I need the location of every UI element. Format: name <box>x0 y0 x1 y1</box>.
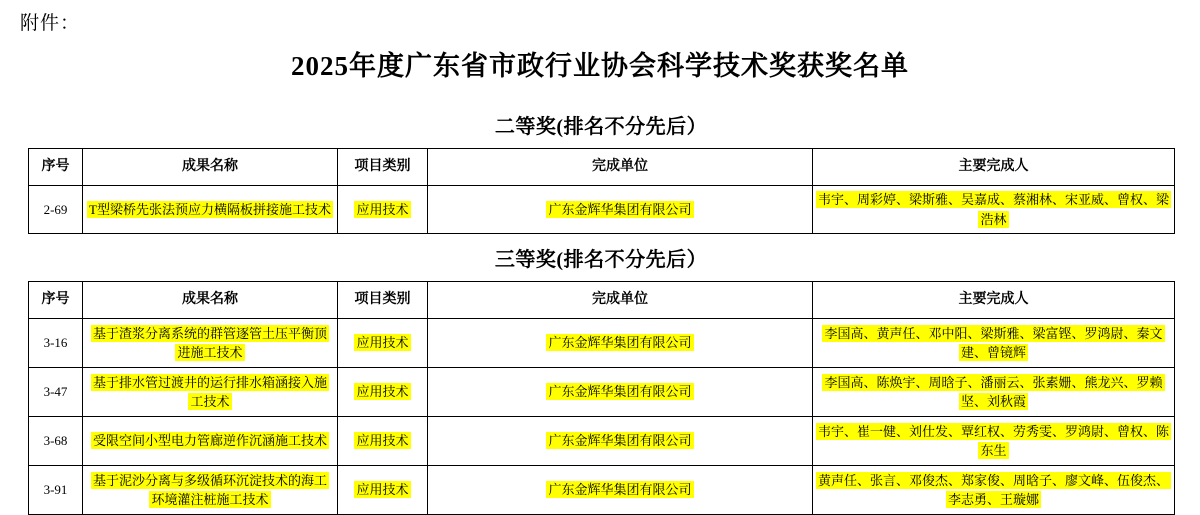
highlighted-text: 基于泥沙分离与多级循环沉淀技术的海工环境灌注桩施工技术 <box>92 472 327 507</box>
highlighted-text: 应用技术 <box>356 433 409 449</box>
cell-unit <box>428 417 813 466</box>
table-header-row <box>29 149 1175 186</box>
column-header-no: 序号 <box>29 149 83 186</box>
column-header-name: 成果名称 <box>83 149 338 186</box>
highlighted-text: 李国高、陈焕宇、周晗子、潘丽云、张素姗、熊龙兴、罗赖坚、刘秋霞 <box>824 374 1163 409</box>
cell-type <box>338 417 428 466</box>
cell-no: 3-16 <box>29 319 83 368</box>
section-heading: 二等奖(排名不分先后） <box>494 116 708 138</box>
table-row <box>29 319 1175 368</box>
column-header-unit: 完成单位 <box>428 149 813 186</box>
highlighted-text: 李国高、黄声任、邓中阳、梁斯雅、梁富铿、罗鸿尉、秦文建、曾镜辉 <box>824 325 1163 360</box>
column-header-type: 项目类别 <box>338 149 428 186</box>
table-row <box>29 368 1175 417</box>
column-header-no: 序号 <box>29 282 83 319</box>
highlighted-text: 受限空间小型电力管廊逆作沉涵施工技术 <box>92 433 327 449</box>
table-row <box>29 417 1175 466</box>
column-header-people: 主要完成人 <box>813 282 1175 319</box>
cell-no: 3-47 <box>29 368 83 417</box>
cell-type <box>338 368 428 417</box>
cell-name <box>83 417 338 466</box>
highlighted-text: 黄声任、张言、邓俊杰、郑家俊、周晗子、廖文峰、伍俊杰、李志勇、王璇娜 <box>818 472 1170 507</box>
cell-unit <box>428 319 813 368</box>
column-header-type: 项目类别 <box>338 282 428 319</box>
highlighted-text: 韦宇、崔一健、刘仕发、覃红权、劳秀雯、罗鸿尉、曾权、陈东生 <box>818 423 1170 458</box>
table-header-row <box>29 282 1175 319</box>
award-table-second-prize <box>28 148 1175 234</box>
award-table-third-prize <box>28 281 1175 515</box>
cell-people <box>813 186 1175 234</box>
highlighted-text: 广东金辉华集团有限公司 <box>548 482 692 498</box>
column-header-people: 主要完成人 <box>813 149 1175 186</box>
cell-unit <box>428 186 813 234</box>
highlighted-text: 应用技术 <box>356 482 409 498</box>
attachment-label: 附件： <box>20 13 81 34</box>
cell-people <box>813 417 1175 466</box>
section-heading: 三等奖(排名不分先后） <box>494 249 708 271</box>
highlighted-text: T型梁桥先张法预应力横隔板拼接施工技术 <box>89 201 331 217</box>
highlighted-text: 应用技术 <box>356 201 409 217</box>
cell-name <box>83 186 338 234</box>
section-second-prize <box>28 110 1174 234</box>
cell-people <box>813 466 1175 515</box>
column-header-unit: 完成单位 <box>428 282 813 319</box>
cell-people <box>813 319 1175 368</box>
cell-no: 2-69 <box>29 186 83 234</box>
cell-type <box>338 186 428 234</box>
highlighted-text: 广东金辉华集团有限公司 <box>548 384 692 400</box>
cell-name <box>83 466 338 515</box>
highlighted-text: 广东金辉华集团有限公司 <box>548 201 692 217</box>
page-title: 2025年度广东省市政行业协会科学技术奖获奖名单 <box>291 51 909 81</box>
highlighted-text: 应用技术 <box>356 335 409 351</box>
column-header-name: 成果名称 <box>83 282 338 319</box>
highlighted-text: 基于渣浆分离系统的群管逐管土压平衡顶进施工技术 <box>92 325 327 360</box>
highlighted-text: 应用技术 <box>356 384 409 400</box>
cell-no: 3-91 <box>29 466 83 515</box>
section-third-prize <box>28 243 1174 515</box>
cell-name <box>83 319 338 368</box>
cell-people <box>813 368 1175 417</box>
highlighted-text: 韦宇、周彩婷、梁斯雅、吴嘉成、蔡湘林、宋亚威、曾权、梁浩林 <box>818 192 1170 227</box>
cell-unit <box>428 368 813 417</box>
highlighted-text: 广东金辉华集团有限公司 <box>548 433 692 449</box>
table-row <box>29 466 1175 515</box>
table-row <box>29 186 1175 234</box>
highlighted-text: 广东金辉华集团有限公司 <box>548 335 692 351</box>
cell-name <box>83 368 338 417</box>
cell-type <box>338 466 428 515</box>
cell-type <box>338 319 428 368</box>
cell-unit <box>428 466 813 515</box>
highlighted-text: 基于排水管过渡井的运行排水箱涵接入施工技术 <box>92 374 327 409</box>
cell-no: 3-68 <box>29 417 83 466</box>
